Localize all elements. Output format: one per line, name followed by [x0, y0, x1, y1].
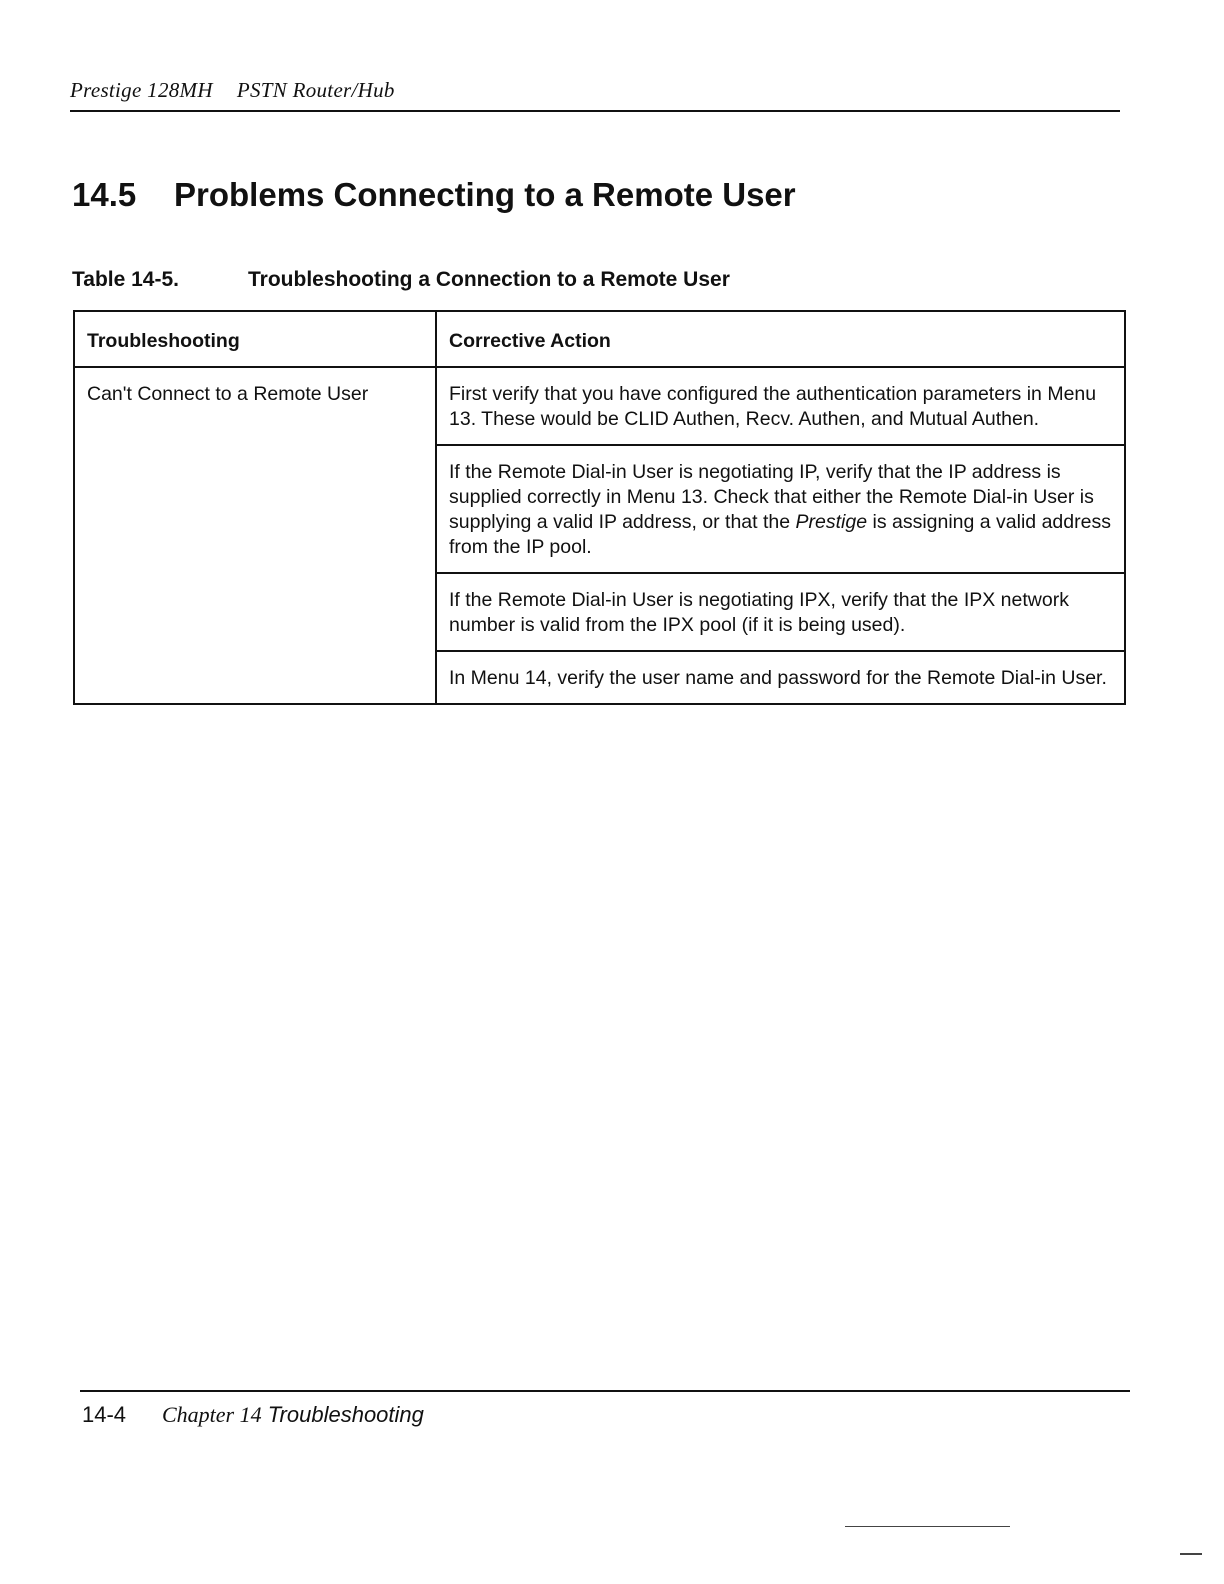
table-row [74, 367, 1125, 445]
footer-chapter: Chapter 14 [162, 1402, 262, 1427]
section-title-text: Problems Connecting to a Remote User [174, 176, 796, 213]
column-header-troubleshooting: Troubleshooting [74, 311, 436, 367]
scan-artifact [845, 1526, 1010, 1527]
table-caption [72, 268, 730, 292]
problem-cell: Can't Connect to a Remote User [74, 367, 436, 704]
table-label: Table 14-5. [72, 268, 179, 291]
troubleshooting-table [73, 310, 1126, 705]
footer-rule [80, 1390, 1130, 1392]
action-cell [436, 445, 1125, 573]
action-text: If the Remote Dial-in User is negotiating IP, verify that the IP address is supplied correctly in Menu 13. Check that either the Remote Dial-in User is supplying a valid IP address, or that the [449, 461, 1094, 533]
header-product: Prestige 128MH [70, 78, 213, 102]
table-header-row [74, 311, 1125, 367]
action-cell: In Menu 14, verify the user name and password for the Remote Dial-in User. [436, 651, 1125, 704]
action-cell: First verify that you have configured the authentication parameters in Menu 13. These would be CLID Authen, Recv. Authen, and Mutual Authen. [436, 367, 1125, 445]
product-emphasis: Prestige [795, 511, 868, 533]
section-title [72, 176, 796, 214]
header-subtitle: PSTN Router/Hub [236, 78, 395, 102]
scan-artifact [1180, 1553, 1202, 1555]
page-footer [82, 1402, 424, 1428]
section-number: 14.5 [72, 176, 137, 213]
running-header [70, 78, 395, 103]
action-text: is assigning a valid address from the IP pool. [449, 511, 1111, 558]
action-cell: If the Remote Dial-in User is negotiating IPX, verify that the IPX network number is valid from the IPX pool (if it is being used). [436, 573, 1125, 651]
footer-title: Troubleshooting [267, 1402, 424, 1427]
table-caption-text: Troubleshooting a Connection to a Remote User [248, 268, 730, 291]
header-rule [70, 110, 1120, 112]
page-number: 14-4 [82, 1402, 127, 1427]
column-header-corrective-action: Corrective Action [436, 311, 1125, 367]
